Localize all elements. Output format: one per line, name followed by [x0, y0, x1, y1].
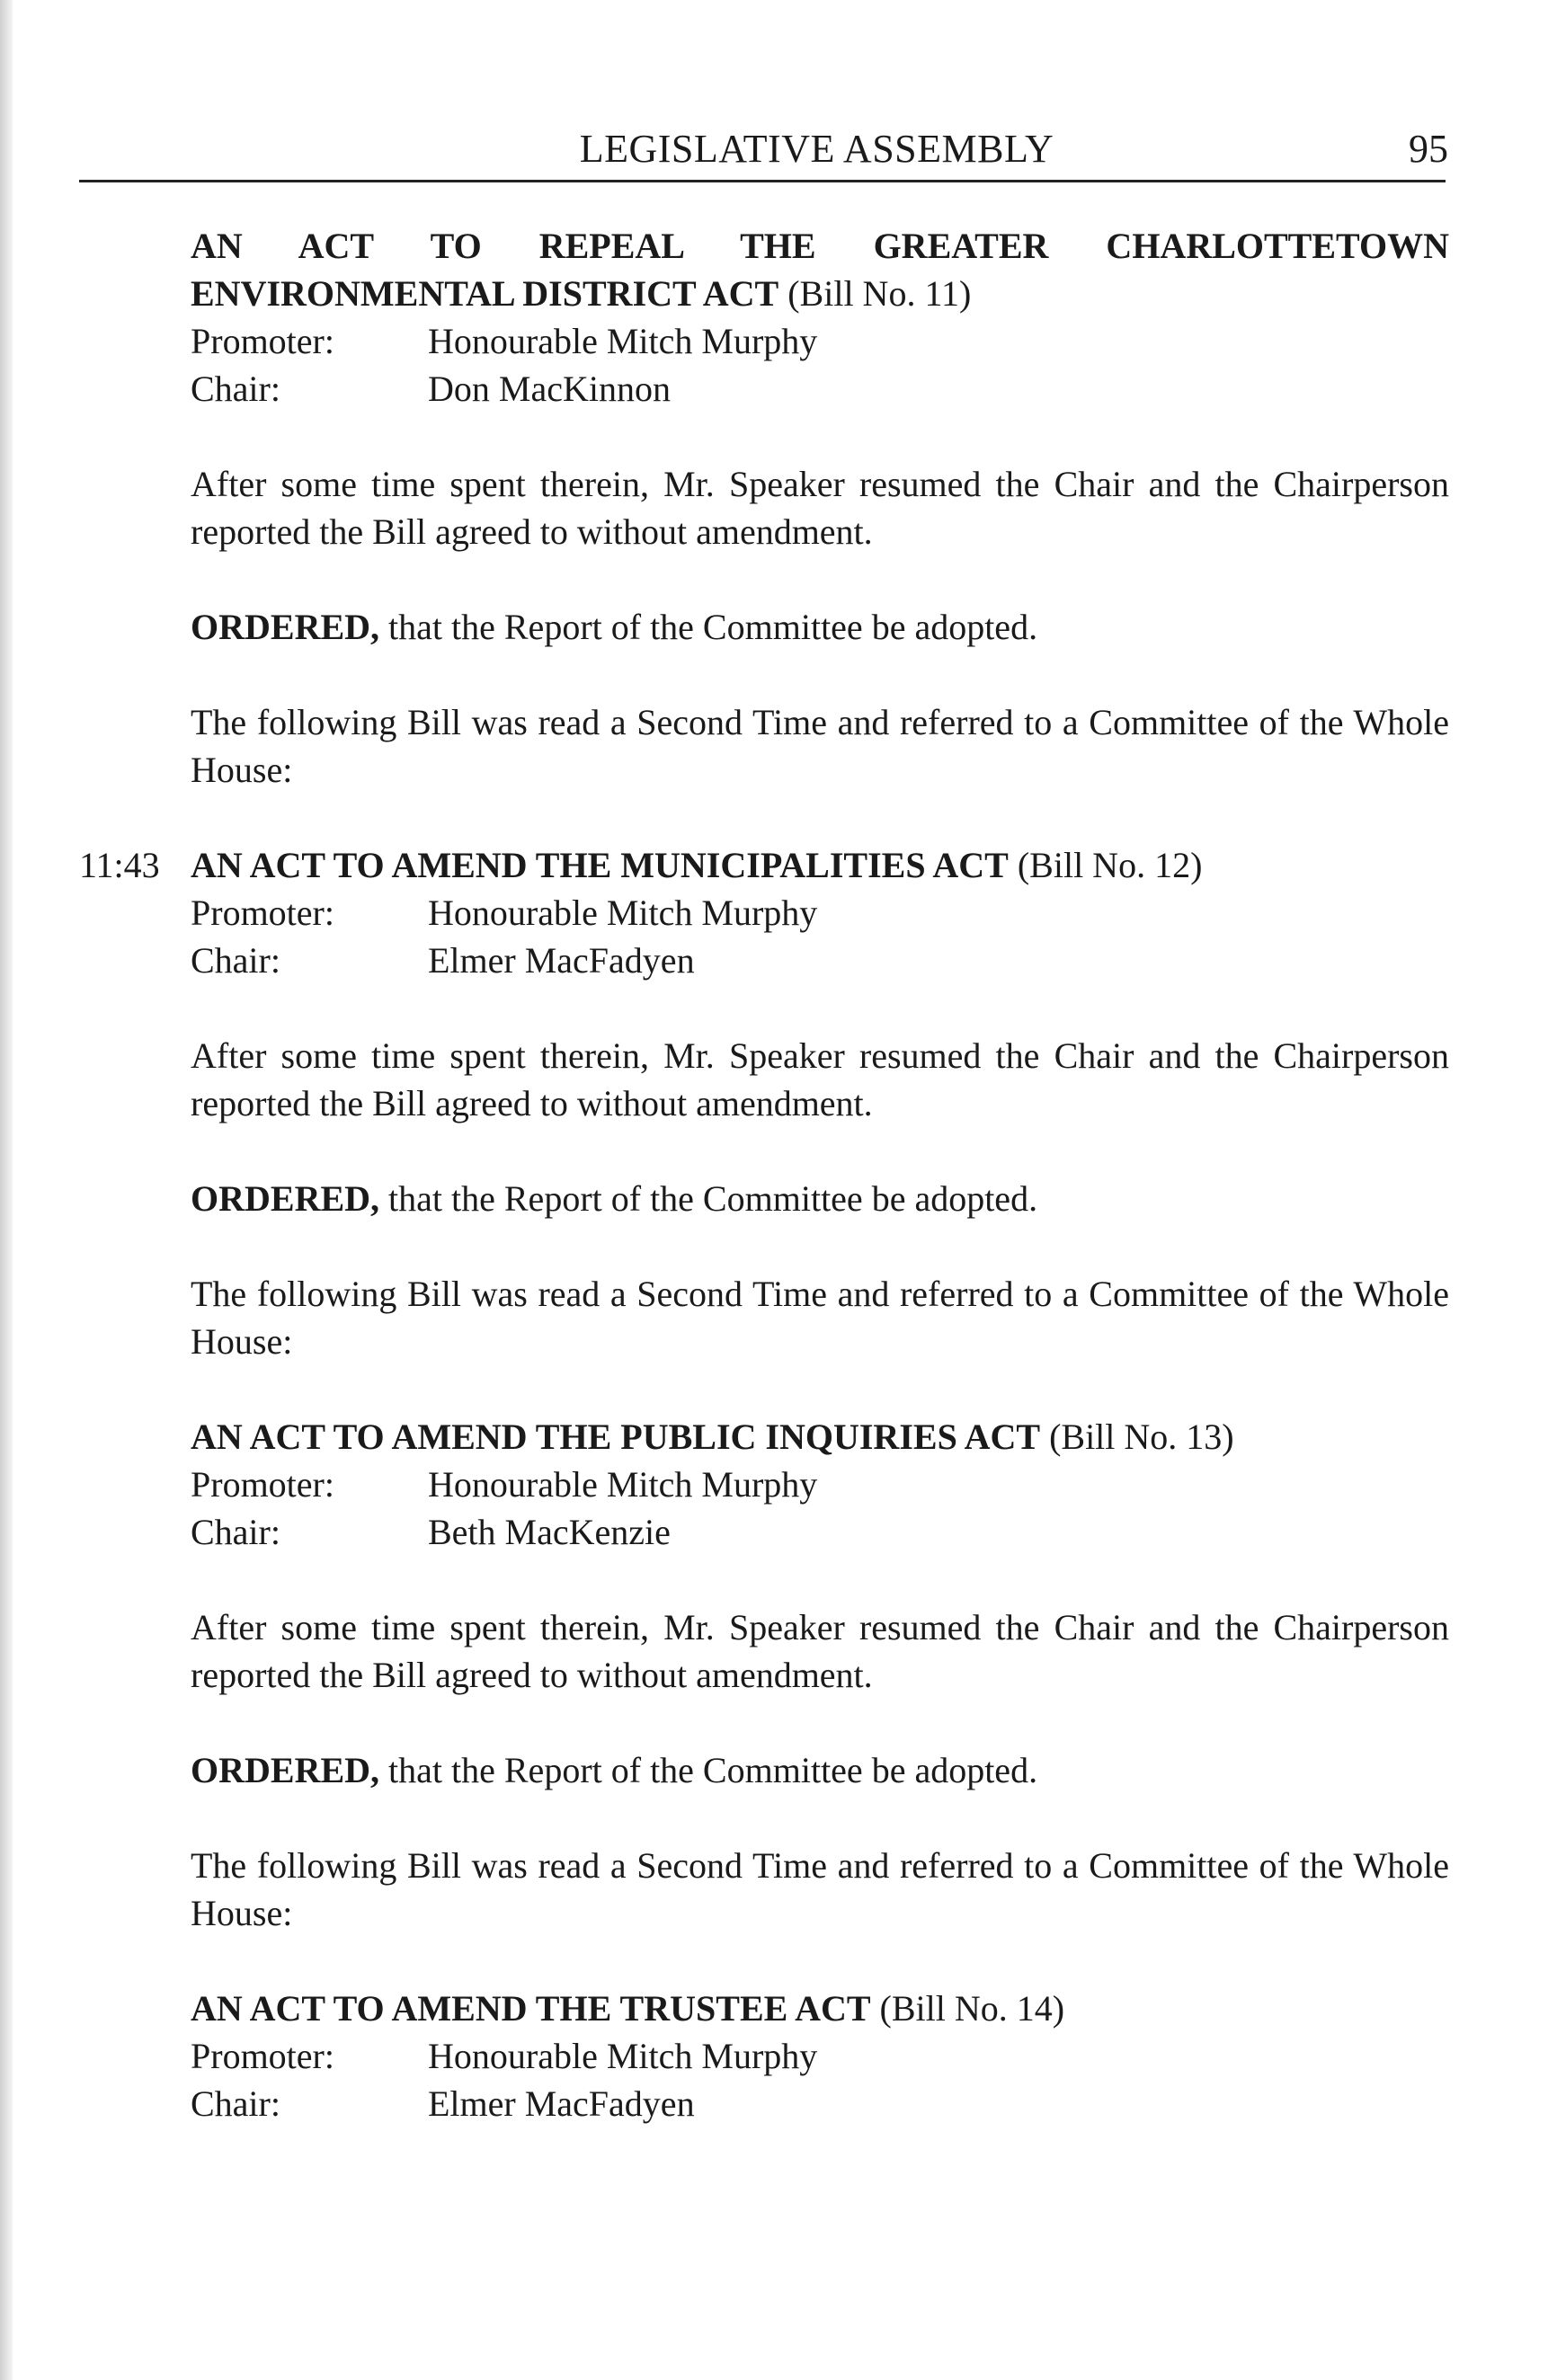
header-rule — [79, 180, 1446, 182]
ordered-paragraph — [191, 1746, 1449, 1794]
chair-row — [191, 365, 1449, 413]
bill-title-text: AN ACT TO REPEAL THE GREATER CHARLOTTETOWN ENVIRONMENTAL DISTRICT ACT — [191, 226, 1449, 314]
ordered-keyword: ORDERED, — [191, 1750, 380, 1790]
bill-number: (Bill No. 14) — [879, 1988, 1065, 2029]
chair-label: Chair: — [191, 369, 280, 409]
bill-entry — [191, 222, 1449, 413]
promoter-label: Promoter: — [191, 892, 334, 933]
promoter-row — [191, 889, 1449, 937]
chair-row — [191, 2080, 1449, 2127]
committee-report-paragraph: After some time spent therein, Mr. Speaker resumed the Chair and the Chairperson reported the Bill agreed to without amendment. — [191, 464, 1449, 552]
chair-name: Don MacKinnon — [428, 369, 671, 409]
timestamp: 11:43 — [79, 845, 160, 885]
promoter-label: Promoter: — [191, 2036, 334, 2076]
chair-name: Elmer MacFadyen — [428, 2083, 695, 2124]
chair-name: Elmer MacFadyen — [428, 940, 695, 981]
promoter-row — [191, 1461, 1449, 1508]
chair-row — [191, 937, 1449, 984]
ordered-paragraph — [191, 603, 1449, 651]
second-reading-paragraph: The following Bill was read a Second Time and referred to a Committee of the Whole House: — [191, 1845, 1449, 1933]
promoter-label: Promoter: — [191, 321, 334, 361]
bill-title — [191, 1413, 1449, 1461]
ordered-keyword: ORDERED, — [191, 607, 380, 647]
promoter-name: Honourable Mitch Murphy — [428, 2036, 818, 2076]
bill-title — [191, 1985, 1449, 2032]
bill-entry — [191, 1985, 1449, 2127]
committee-report-paragraph: After some time spent therein, Mr. Speaker resumed the Chair and the Chairperson reported the Bill agreed to without amendment. — [191, 1035, 1449, 1123]
promoter-name: Honourable Mitch Murphy — [428, 321, 818, 361]
bill-number: (Bill No. 12) — [1017, 845, 1203, 885]
bill-number: (Bill No. 11) — [787, 273, 972, 314]
bill-title-text: AN ACT TO AMEND THE TRUSTEE ACT — [191, 1988, 871, 2029]
page-number: 95 — [1409, 127, 1448, 171]
committee-report-paragraph: After some time spent therein, Mr. Speaker resumed the Chair and the Chairperson reported the Bill agreed to without amendment. — [191, 1607, 1449, 1695]
promoter-row — [191, 317, 1449, 365]
bill-entry — [191, 1413, 1449, 1556]
bill-title — [191, 222, 1449, 317]
chair-name: Beth MacKenzie — [428, 1512, 671, 1552]
ordered-keyword: ORDERED, — [191, 1178, 380, 1219]
bill-title-text: AN ACT TO AMEND THE PUBLIC INQUIRIES ACT — [191, 1416, 1041, 1457]
page-body — [79, 222, 1449, 2127]
chair-row — [191, 1508, 1449, 1556]
second-reading-paragraph: The following Bill was read a Second Time and referred to a Committee of the Whole House: — [191, 702, 1449, 790]
promoter-label: Promoter: — [191, 1464, 334, 1505]
running-title: LEGISLATIVE ASSEMBLY — [579, 127, 1054, 171]
ordered-text: that the Report of the Committee be adopted. — [379, 1178, 1038, 1219]
chair-label: Chair: — [191, 940, 280, 981]
bill-number: (Bill No. 13) — [1049, 1416, 1234, 1457]
bill-entry — [79, 841, 1449, 984]
chair-label: Chair: — [191, 2083, 280, 2124]
ordered-paragraph — [191, 1175, 1449, 1222]
page-header — [185, 126, 1448, 180]
second-reading-paragraph: The following Bill was read a Second Time and referred to a Committee of the Whole House: — [191, 1274, 1449, 1362]
promoter-row — [191, 2032, 1449, 2080]
chair-label: Chair: — [191, 1512, 280, 1552]
bill-title-text: AN ACT TO AMEND THE MUNICIPALITIES ACT — [191, 845, 1009, 885]
ordered-text: that the Report of the Committee be adopted. — [379, 607, 1038, 647]
promoter-name: Honourable Mitch Murphy — [428, 892, 818, 933]
promoter-name: Honourable Mitch Murphy — [428, 1464, 818, 1505]
ordered-text: that the Report of the Committee be adopted. — [379, 1750, 1038, 1790]
bill-title — [191, 841, 1449, 889]
page-binding-shadow — [0, 0, 13, 2380]
